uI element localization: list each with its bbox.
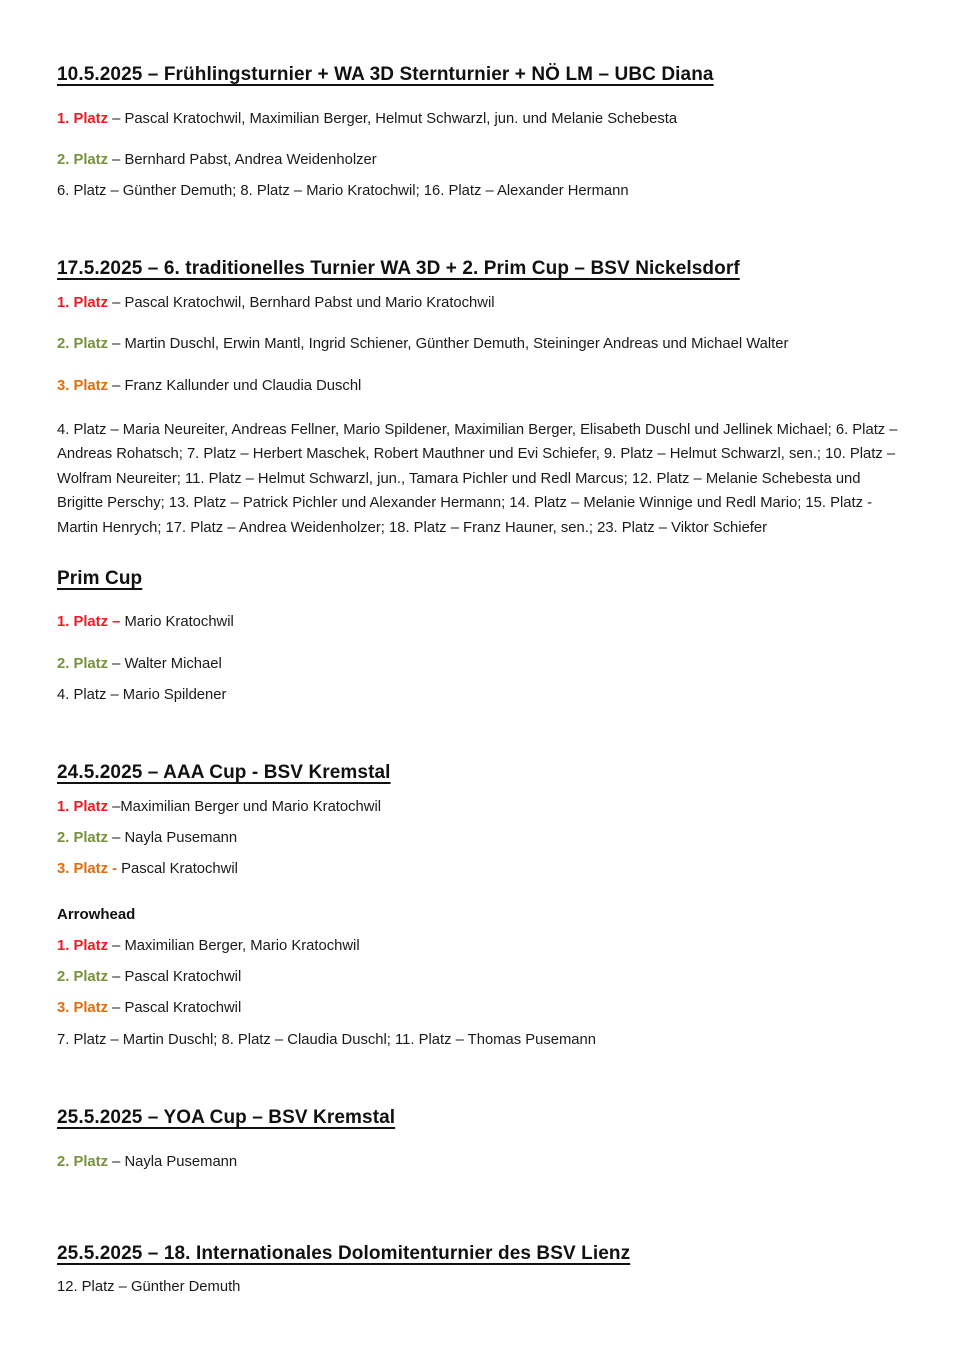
- placement-label: 1. Platz: [57, 110, 108, 127]
- placement-label: 2. Platz: [57, 655, 108, 672]
- tournament-section: [57, 257, 902, 540]
- result-line: [57, 1031, 902, 1050]
- result-line: [57, 937, 902, 956]
- result-line: [57, 860, 902, 879]
- section-heading: 25.5.2025 – YOA Cup – BSV Kremstal: [57, 1106, 396, 1128]
- placement-label: 1. Platz: [57, 937, 108, 954]
- result-text: Pascal Kratochwil: [117, 861, 238, 878]
- result-text: – Pascal Kratochwil, Maximilian Berger, Helmut Schwarzl, jun. und Melanie Schebesta: [108, 110, 678, 127]
- section-heading: 10.5.2025 – Frühlingsturnier + WA 3D Sternturnier + NÖ LM – UBC Diana: [57, 64, 714, 85]
- result-text: – Maximilian Berger, Mario Kratochwil: [108, 937, 360, 954]
- result-line: [57, 1153, 902, 1172]
- result-text: – Martin Duschl, Erwin Mantl, Ingrid Schiener, Günther Demuth, Steininger Andreas und Michael Walter: [108, 336, 789, 353]
- result-text: – Pascal Kratochwil: [108, 969, 242, 986]
- result-line: [57, 1278, 902, 1297]
- tournament-section: [57, 63, 902, 201]
- result-line: [57, 151, 902, 170]
- section-heading: 24.5.2025 – AAA Cup - BSV Kremstal: [57, 761, 391, 783]
- result-line: [57, 798, 902, 817]
- result-line: [57, 829, 902, 848]
- placement-label: 2. Platz: [57, 969, 108, 986]
- placement-label: 1. Platz –: [57, 614, 121, 631]
- result-text: 4. Platz – Mario Spildener: [57, 686, 227, 703]
- result-line: [57, 294, 902, 313]
- placement-label: 2. Platz: [57, 151, 108, 168]
- result-text: –Maximilian Berger und Mario Kratochwil: [108, 798, 382, 815]
- result-text: 12. Platz – Günther Demuth: [57, 1279, 241, 1296]
- result-text: – Pascal Kratochwil, Bernhard Pabst und Mario Kratochwil: [108, 295, 495, 312]
- placement-label: 3. Platz -: [57, 861, 118, 878]
- placement-label: 1. Platz: [57, 798, 108, 815]
- result-line: [57, 418, 902, 541]
- result-line: [57, 999, 902, 1018]
- document-body: [57, 63, 902, 1298]
- result-text: 4. Platz – Maria Neureiter, Andreas Fellner, Mario Spildener, Maximilian Berger, Elisabeth Duschl und Jellinek Michael; 6. Platz – Andreas Rohatsch; 7. Platz – Herbert Maschek, Robert Mauthner und Evi Schiefer, 9. Platz – Helmut Schwarzl, sen.; 10. Platz – Wolfram Neureiter; 11. Platz – Helmut Schwarzl, jun., Tamara Pichler und Redl Marcus; 12. Platz – Melanie Schebesta und Brigitte Perschy; 13. Platz – Patrick Pichler und Alexander Hermann; 14. Platz – Melanie Winnige und Redl Mario; 15. Platz - Martin Henrych; 17. Platz – Andrea Weidenholzer; 18. Platz – Franz Hauner, sen.; 23. Platz – Viktor Schiefer: [57, 421, 898, 537]
- section-heading: Prim Cup: [57, 567, 143, 589]
- placement-label: 3. Platz: [57, 377, 108, 394]
- placement-label: 1. Platz: [57, 295, 108, 312]
- result-line: [57, 377, 902, 396]
- result-text: – Franz Kallunder und Claudia Duschl: [108, 377, 362, 394]
- result-text: – Bernhard Pabst, Andrea Weidenholzer: [108, 151, 377, 168]
- result-line: [57, 335, 902, 354]
- result-text: – Nayla Pusemann: [108, 829, 238, 846]
- tournament-section: [57, 567, 902, 705]
- result-line: [57, 110, 902, 129]
- tournament-section: [57, 761, 902, 879]
- tournament-section: [57, 1242, 902, 1298]
- tournament-section: [57, 905, 902, 1049]
- placement-label: 2. Platz: [57, 1153, 108, 1170]
- result-text: – Pascal Kratochwil: [108, 1000, 242, 1017]
- result-text: 6. Platz – Günther Demuth; 8. Platz – Mario Kratochwil; 16. Platz – Alexander Hermann: [57, 183, 629, 200]
- result-text: – Nayla Pusemann: [108, 1153, 238, 1170]
- tournament-section: [57, 1106, 902, 1172]
- placement-label: 2. Platz: [57, 336, 108, 353]
- result-line: [57, 655, 902, 674]
- section-heading: 25.5.2025 – 18. Internationales Dolomitenturnier des BSV Lienz: [57, 1242, 631, 1264]
- section-heading: Arrowhead: [57, 906, 136, 924]
- section-heading: 17.5.2025 – 6. traditionelles Turnier WA 3D + 2. Prim Cup – BSV Nickelsdorf: [57, 258, 740, 280]
- result-text: Mario Kratochwil: [120, 614, 234, 631]
- placement-label: 3. Platz: [57, 1000, 108, 1017]
- result-line: [57, 613, 902, 632]
- result-line: [57, 686, 902, 705]
- result-line: [57, 182, 902, 201]
- result-line: [57, 968, 902, 987]
- placement-label: 2. Platz: [57, 829, 108, 846]
- result-text: – Walter Michael: [108, 655, 222, 672]
- result-text: 7. Platz – Martin Duschl; 8. Platz – Claudia Duschl; 11. Platz – Thomas Pusemann: [57, 1031, 596, 1048]
